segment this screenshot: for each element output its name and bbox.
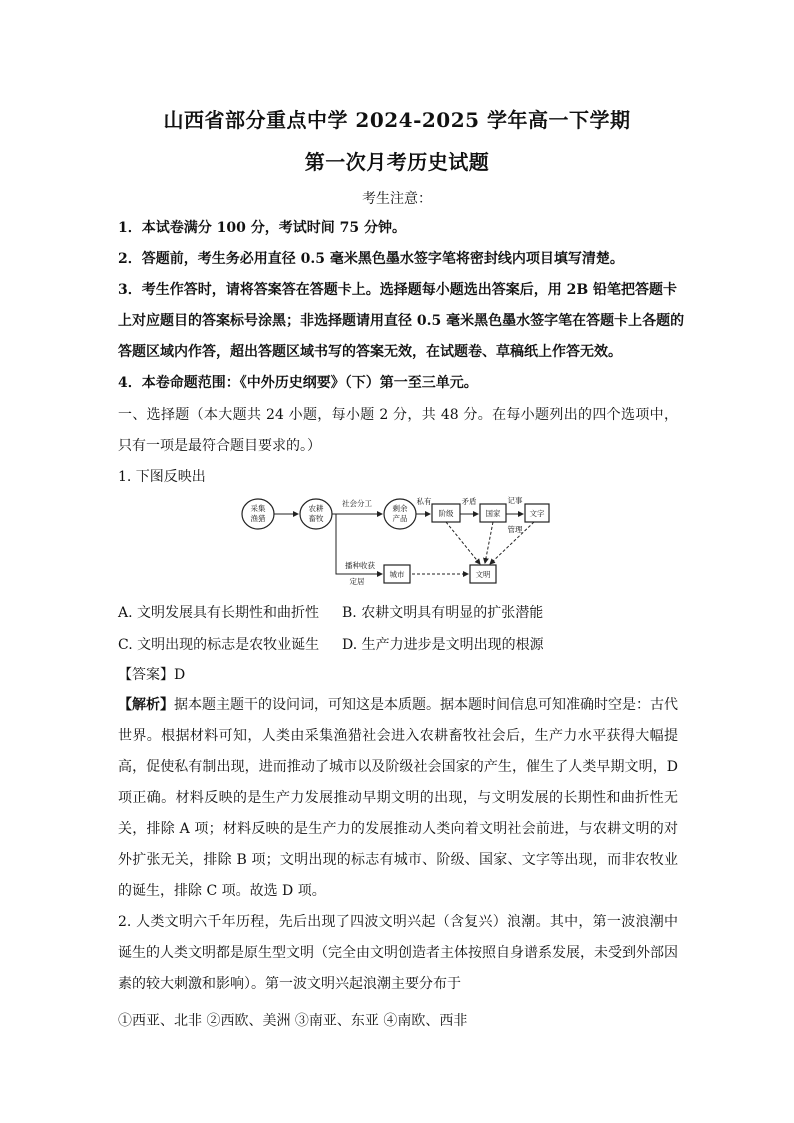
analysis-label: 【解析】 (118, 697, 174, 713)
node-state-label: 国家 (485, 509, 501, 518)
notice-item-2: 2．答题前，考生务必用直径 0.5 毫米黑色墨水签字笔将密封线内项目填写清楚。 (118, 251, 624, 267)
node-writing-label: 文字 (529, 509, 545, 518)
q1-option-d: D. 生产力进步是文明出现的根源 (342, 637, 544, 653)
node-city-label: 城市 (389, 570, 405, 579)
q2-choices: ①西亚、北非 ②西欧、美洲 ③南亚、东亚 ④南欧、西非 (118, 1013, 468, 1029)
notice-item-1: 1．本试卷满分 100 分，考试时间 75 分钟。 (118, 220, 406, 236)
civilization-flow-diagram (236, 490, 562, 586)
notice-item-4: 4．本卷命题范围：《中外历史纲要》（下）第一至三单元。 (118, 375, 478, 391)
exam-title-line1: 山西省部分重点中学 2024-2025 学年高一下学期 (163, 108, 631, 132)
exam-title-line2: 第一次月考历史试题 (304, 150, 490, 174)
edge-label-record: 记事 (507, 496, 523, 505)
node-surplus-l1: 剩余 (392, 504, 408, 513)
notice-item-3-cont2: 答题区域内作答，超出答题区域书写的答案无效，在试题卷、草稿纸上作答无效。 (118, 344, 622, 360)
edge-label-manage: 管理 (507, 525, 523, 534)
node-class-label: 阶级 (438, 509, 454, 518)
node-gather-l2: 渔猎 (250, 514, 266, 523)
q1-option-b: B. 农耕文明具有明显的扩张潜能 (342, 605, 544, 621)
analysis-text: 据本题主题干的设问词，可知这是本质题。据本题时间信息可知准确时空是：古代世界。根据材料可知，人类由采集渔猎社会进入农耕畜牧社会后，生产力水平获得大幅提高，促使私有制出现，进而推动了城市以及阶级社会国家的产生，催生了人类早期文明，D 项正确。材料反映的是生产力发展推动早期文明的出现，与文明发展的长期性和曲折性无关，排除 A 项；材料反映的是生产力的发展推动人类向着文明社会前进，与农耕文明的对外扩张无关，排除 B 项；文明出现的标志有城市、阶级、国家、文字等出现，而非农牧业的诞生，排除 C 项。故选 D 项。 (118, 697, 678, 899)
q1-option-c: C. 文明出现的标志是农牧业诞生 (118, 637, 320, 653)
notice-heading: 考生注意： (362, 191, 432, 207)
node-gather-l1: 采集 (250, 504, 266, 513)
q1-analysis (118, 690, 678, 907)
notice-item-3: 3．考生作答时，请将答案答在答题卡上。选择题每小题选出答案后，用 2B 铅笔把答题卡 (118, 282, 678, 298)
q1-option-a: A. 文明发展具有长期性和曲折性 (118, 605, 320, 621)
section-heading: 一、选择题（本大题共 24 小题，每小题 2 分，共 48 分。在每小题列出的四个选项中，只有一项是最符合题目要求的。） (118, 407, 678, 454)
q1-answer: 【答案】D (118, 667, 186, 683)
q2-stem: 2. 人类文明六千年历程，先后出现了四波文明兴起（含复兴）浪潮。其中，第一波浪潮中诞生的人类文明都是原生型文明（完全由文明创造者主体按照自身谱系发展，未受到外部因素的较大刺激和影响）。第一波文明兴起浪潮主要分布于 (118, 914, 678, 992)
node-surplus-l2: 产品 (392, 514, 408, 523)
node-civ-label: 文明 (475, 570, 491, 579)
edge-label-private: 私有 (416, 497, 432, 506)
notice-item-3-cont: 上对应题目的答案标号涂黑；非选择题请用直径 0.5 毫米黑色墨水签字笔在答题卡上各题的 (118, 313, 685, 329)
edge-label-conflict: 矛盾 (461, 497, 477, 506)
q1-stem: 1. 下图反映出 (118, 469, 206, 485)
edge-label-sow: 播种收获 (345, 561, 375, 570)
node-farm-l1: 农耕 (308, 504, 324, 513)
edge-label-settle: 定居 (349, 577, 365, 586)
edge-label-division: 社会分工 (342, 499, 372, 508)
node-farm-l2: 畜牧 (308, 514, 324, 523)
